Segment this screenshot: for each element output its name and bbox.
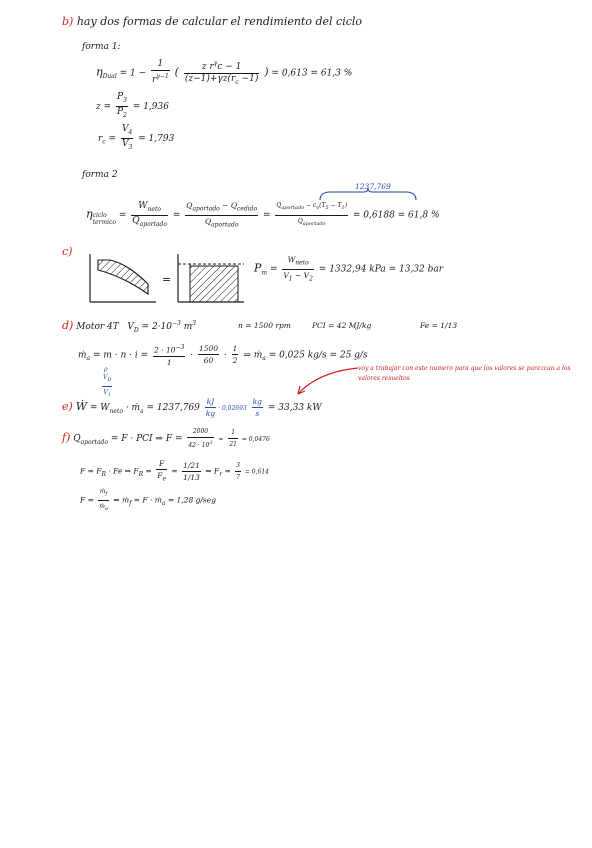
w-den-q: Q <box>132 215 140 226</box>
section-d-label: d) <box>62 319 74 332</box>
q-den-a: Q <box>204 216 212 226</box>
q-num-a: Q <box>186 201 193 210</box>
pm-sub: m <box>261 269 268 277</box>
z-result: = 1,936 <box>132 101 169 112</box>
q3-num <box>275 200 348 215</box>
ma-result-arrow: ⇒ ṁ <box>243 350 263 361</box>
vd-v1-num <box>102 372 112 387</box>
ma-result-sub: a <box>262 355 266 363</box>
section-f-label: f) <box>62 431 71 444</box>
f-fraction <box>187 426 213 451</box>
fr-num: F <box>156 458 167 470</box>
rc-equation: $r_c$ = $\frac{V_4}{V_3}$ = 1,793 <box>98 124 175 151</box>
fr-res-value: = 0,614 <box>242 468 269 476</box>
eta-den <box>151 71 170 86</box>
fr-fraction <box>156 458 167 485</box>
fr-res-num: 3 <box>235 460 241 472</box>
eta-sub: Dual <box>102 73 117 81</box>
paren-fraction <box>184 58 260 88</box>
eta2-symbol: η <box>86 207 93 221</box>
f-den-val: 42 · 10 <box>188 442 210 449</box>
ma-frac2 <box>198 343 219 366</box>
f-den-exp: 3 <box>209 440 213 446</box>
ma-result-value: = 0,025 kg/s = 25 g/s <box>265 350 368 361</box>
w-den <box>131 216 168 230</box>
ma-mid: = m · n · i = <box>90 350 149 361</box>
q3-c: (T <box>319 202 326 210</box>
eta-symbol: η <box>96 65 103 79</box>
f-result-eq: = <box>218 436 224 443</box>
pm-num-w: W <box>287 255 296 264</box>
q-den-sub: aportado <box>211 221 239 228</box>
mf-result-rest: = F · ṁ <box>131 495 162 505</box>
pm-num <box>282 254 314 270</box>
eta-den-base: r <box>152 75 157 86</box>
paren-num <box>184 58 260 74</box>
ma-frac2-num: 1500 <box>198 344 219 354</box>
w-den-sub: aportado <box>139 220 168 228</box>
paren-den-sub: c <box>235 78 239 86</box>
pv-diagram-right <box>176 254 246 304</box>
mf-num-m: ṁ <box>99 488 106 495</box>
pm-den-v1: V <box>283 270 289 280</box>
z-fraction <box>116 92 128 121</box>
q3-a: Q <box>276 202 282 210</box>
vd-v1-num-v: V <box>103 374 108 381</box>
section-e-label: e) <box>62 400 73 413</box>
z-den-sub: 2 <box>123 111 127 119</box>
ma-lhs: ṁ <box>78 350 87 361</box>
q3-b: − c <box>304 202 317 210</box>
ma-frac2-den: 60 <box>203 356 214 366</box>
pm-equation: $P_m$ = $\frac{W_{neto}}{V_1 - V_2}$ = 1332,94 kPa = 13,32 bar <box>254 255 444 282</box>
fr-den2: 1/13 <box>183 472 200 482</box>
q-num <box>185 200 258 216</box>
ma-frac1-num-val: 2 · 10 <box>154 345 176 355</box>
q3-e: ) <box>344 202 348 210</box>
mf-num-sub: f <box>105 491 108 498</box>
w-dot: Ẇ <box>75 400 87 413</box>
ma-frac3-den: 2 <box>232 356 238 366</box>
pm-den-sub2: 2 <box>309 275 313 282</box>
f-res-num: 1 <box>228 427 238 439</box>
ma-frac3 <box>232 343 239 366</box>
fr-eq: = <box>143 466 152 476</box>
ma-sub: a <box>86 355 91 363</box>
eta-den-sup: γ−1 <box>156 73 169 81</box>
q3-den <box>275 216 348 230</box>
mf-equation <box>80 486 216 515</box>
pm-den <box>282 270 314 285</box>
q3-sub4: 1 <box>341 205 345 212</box>
rc-num-v: V <box>121 124 129 134</box>
fr-equation <box>80 458 269 485</box>
e-eq-sub: neto <box>109 407 123 415</box>
fr-sub: R <box>101 470 106 478</box>
paren-close: ) <box>264 65 269 79</box>
e-blue-mid: · 0,02693 <box>218 405 247 412</box>
section-f-line <box>62 426 270 451</box>
q-diff-fraction <box>185 200 258 230</box>
ma-frac3-num: 1 <box>232 344 238 354</box>
eta-fraction <box>151 59 170 86</box>
f-res-value: = 0,0476 <box>239 436 270 443</box>
e-eq: = W <box>87 403 110 413</box>
section-b <box>62 16 362 27</box>
fr-result: ⇒ F <box>205 466 220 476</box>
mf-lhs: F = <box>80 495 94 505</box>
mf-result-sub: f <box>129 500 132 508</box>
e-eq3: = 1237,769 <box>143 403 200 413</box>
kj-den: kg <box>205 409 216 418</box>
fr-den <box>156 470 167 485</box>
vd-symbol: V <box>127 322 134 332</box>
under-m-rho: ρ <box>104 366 108 373</box>
rc-lhs-sub: c <box>102 138 106 146</box>
pm-fraction <box>282 254 314 284</box>
paren-num-sup: γ <box>213 60 218 67</box>
fe-value: Fe = 1/13 <box>420 321 458 330</box>
z-equation <box>96 92 169 121</box>
pm-num-sub: neto <box>295 259 309 267</box>
diagram-equals: = <box>162 273 172 286</box>
fr-res-fraction <box>235 460 241 483</box>
w-num <box>131 201 168 216</box>
blue-note-1237: 1237,769 <box>355 182 391 191</box>
z-den-p: P <box>117 106 124 117</box>
z-num-sub: 3 <box>123 96 127 104</box>
rc-fraction <box>121 124 133 153</box>
vd-exp: −3 <box>172 320 181 327</box>
w-num-sub: neto <box>147 205 161 213</box>
fr-fraction2 <box>182 460 201 483</box>
rc-den-v: V <box>121 138 129 149</box>
q3-sub1: aportado <box>281 205 305 212</box>
w-q-fraction <box>131 201 168 230</box>
rc-num-sub: 4 <box>128 128 133 136</box>
q3-den-sub: aportado <box>302 220 326 227</box>
vd-unit: m <box>180 322 193 332</box>
red-note: voy a trabajar con este numero para que los valores se parezcan a los valores resueltos <box>358 365 571 382</box>
fr-res-den: 7 <box>236 473 240 481</box>
vd-sub: D <box>133 326 139 334</box>
eta2-result: = 0,6188 = 61,8 % <box>352 210 440 221</box>
pm-lhs: P <box>254 261 262 275</box>
ma-frac1 <box>153 342 185 368</box>
section-e-line <box>62 396 322 419</box>
paren-den-b: −1) <box>238 74 259 84</box>
pm-result: = 1332,94 kPa = 13,32 bar <box>318 264 444 275</box>
fr-eq2: = <box>171 466 178 476</box>
fr-result-eq: = <box>222 466 231 476</box>
eta-dual-equation <box>96 58 352 88</box>
e-result: = 33,33 kW <box>267 403 322 413</box>
ma-equation: ṁ$_a$ = m · n · i = $\frac{2 \cdot 10^{-3}}{1}$ · $\frac{1500}{60}$ · $\frac{1}{2}$ ⇒ ṁ$_a$ = 0,025 kg/s = 25 g/s <box>78 344 368 367</box>
z-lhs: z = <box>96 101 112 112</box>
mf-result-sub2: a <box>161 500 166 508</box>
mf-den-sub: a <box>104 506 108 513</box>
q-num-sub2: cedido <box>236 205 258 213</box>
mf-result: ⇒ ṁ <box>113 495 130 505</box>
rc-result: = 1,793 <box>138 133 175 144</box>
z-num <box>116 92 128 107</box>
eta-ciclo-equation: ηciclo termico = $\frac{W_{neto}}{Q_{aportado}}$ = $\frac{Q_{aportado} - Q_{cedido}}{Q_{aportado}}$ = $\frac{Q_{aportado} - c_v(T_5 - T_1)}{Q_{aportado}}$ = 0,6188 = 61,8 % <box>86 200 440 228</box>
rc-lhs: r <box>98 133 103 144</box>
z-den <box>116 107 128 121</box>
rc-den <box>121 139 133 153</box>
f-q-lhs: Q <box>73 434 81 444</box>
z-num-p: P <box>117 92 124 102</box>
fr-sub2: R <box>138 470 144 478</box>
ma-frac1-num <box>153 342 185 357</box>
eta2-sub2: termico <box>92 218 117 226</box>
q3-den-a: Q <box>297 217 303 225</box>
mf-num <box>98 486 109 501</box>
mf-den <box>98 501 109 515</box>
eta2-sub1: ciclo <box>92 211 107 219</box>
paren-num-a: z r <box>201 62 214 72</box>
f-res-fraction <box>228 427 238 450</box>
fr-a: F = F <box>80 466 102 476</box>
forma-1-label: forma 1: <box>82 42 121 52</box>
motor-4t: Motor 4T <box>76 322 119 332</box>
f-num: 2000 <box>187 426 213 438</box>
fr-num2: 1/21 <box>183 460 200 470</box>
ma-frac1-num-exp: −3 <box>175 344 185 351</box>
eta-dual-result: = 0,613 = 61,3 % <box>271 68 353 79</box>
rc-den-sub: 3 <box>128 143 133 151</box>
e-eq2: · ṁ <box>122 403 141 413</box>
paren-den <box>184 74 260 88</box>
vd-unit-exp: 3 <box>192 320 197 327</box>
forma-2-label: forma 2 <box>82 170 118 180</box>
mf-value: = 1,28 g/seg <box>165 495 217 505</box>
rc-num <box>121 124 133 139</box>
rpm-value: n = 1500 rpm <box>238 321 291 330</box>
mf-den-m: ṁ <box>99 503 105 511</box>
q3-sub3: 5 <box>325 205 329 212</box>
vd-value: = 2·10 <box>138 322 172 332</box>
eta2-subs <box>93 212 116 226</box>
section-d-line <box>62 318 196 336</box>
kg-s-fraction <box>252 396 263 419</box>
pv-diagram-left <box>88 254 158 304</box>
q-den <box>185 216 258 231</box>
paren-den-a: (z−1)+γz(r <box>184 74 236 84</box>
q-num-mid: − Q <box>219 201 237 210</box>
kj-kg-fraction <box>205 396 216 419</box>
pm-den-v2: − V <box>292 270 310 280</box>
f-res-den: 21 <box>229 441 237 448</box>
f-q-lhs-sub: aportado <box>80 438 108 446</box>
mf-fraction <box>98 486 109 515</box>
fr-den-sub: e <box>162 475 167 483</box>
eta-num: 1 <box>151 59 170 71</box>
pci-value: PCI = 42 MJ/kg <box>312 321 372 330</box>
kg-den: s <box>255 409 260 418</box>
w-num-w: W <box>138 200 148 211</box>
section-c-label: c) <box>62 245 73 258</box>
kj-num: kJ <box>206 397 215 406</box>
fr-result-sub: r <box>219 470 223 478</box>
ma-frac1-den: 1 <box>166 357 172 367</box>
eta-eq: = 1 − <box>119 68 147 79</box>
fr-b: · Fe ⇒ F <box>106 466 139 476</box>
vd-v1-num-sub: D <box>107 377 112 384</box>
paren-open: ( <box>174 65 179 79</box>
vd-v1-den-sub: 1 <box>107 392 111 399</box>
red-arrow <box>288 352 368 402</box>
f-q-mid: = F · PCI ⇒ F = <box>107 434 183 444</box>
section-b-heading: hay dos formas de calcular el rendimiento del ciclo <box>76 15 363 28</box>
q3-sub2: v <box>316 205 320 212</box>
q-cv-fraction <box>275 200 348 229</box>
vd-v1-den-v: V <box>103 389 108 397</box>
q-num-sub: aportado <box>192 205 220 213</box>
paren-num-b: c − 1 <box>217 62 242 72</box>
pm-den-sub1: 1 <box>288 275 293 282</box>
f-den <box>187 438 213 451</box>
kg-num: kg <box>252 397 262 406</box>
section-b-label: b) <box>62 15 74 28</box>
q3-d: − T <box>328 202 342 210</box>
e-eq2-sub: a <box>140 407 144 415</box>
fr-den-f: F <box>157 471 163 480</box>
